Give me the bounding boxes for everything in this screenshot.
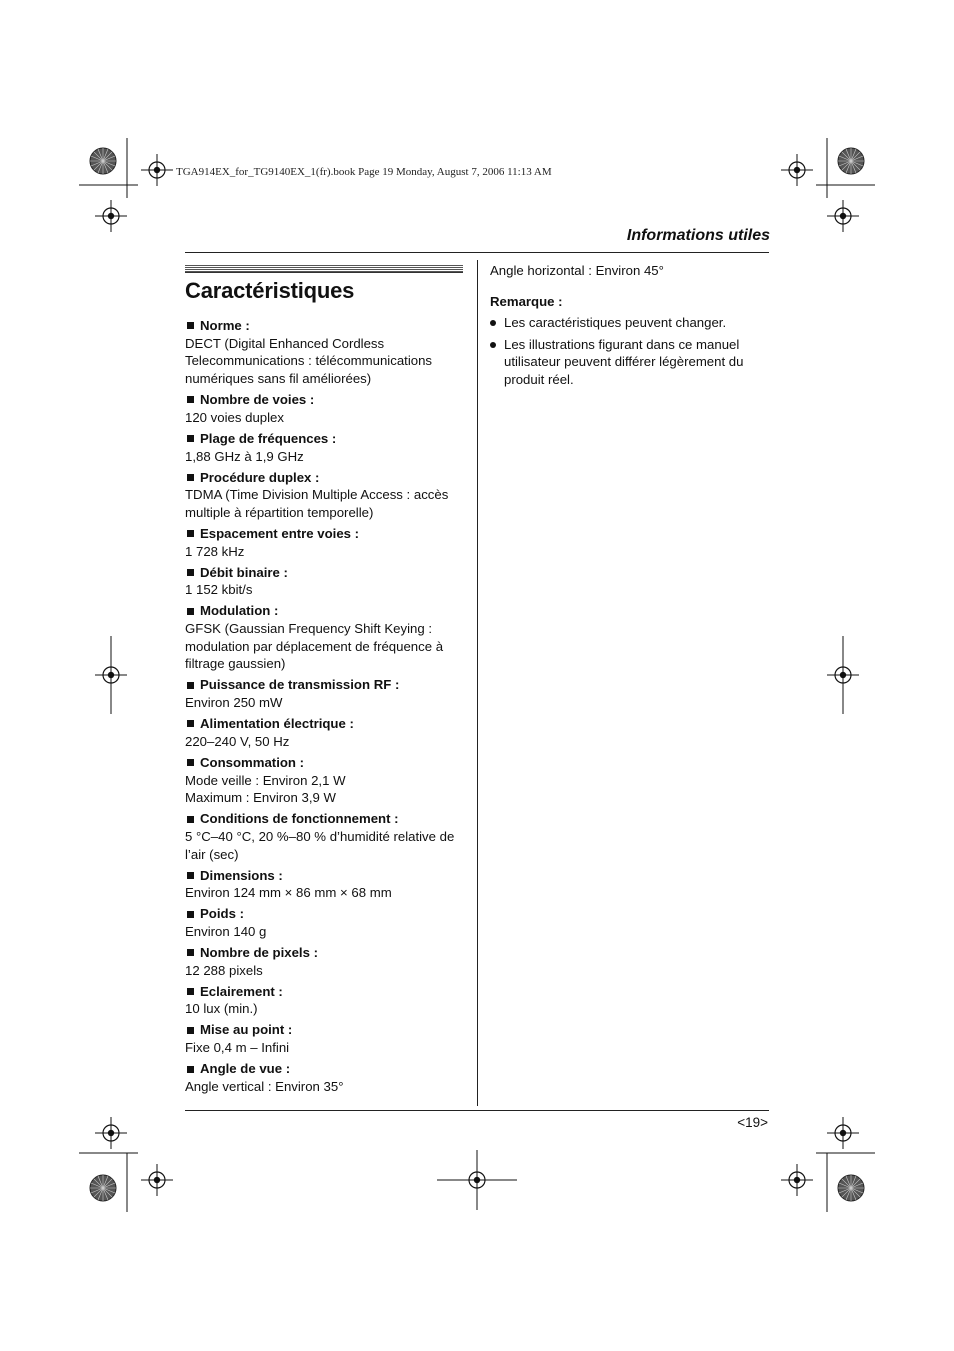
square-bullet-icon	[187, 872, 194, 879]
spec-value: Telecommunications : télécommunications	[185, 353, 433, 369]
print-info: TGA914EX_for_TG9140EX_1(fr).book Page 19 Monday, August 7, 2006 11:13 AM	[176, 166, 552, 178]
spec-value: Environ 140 g	[185, 924, 267, 940]
note-line: produit réel.	[504, 372, 574, 388]
spec-label: Modulation :	[200, 603, 279, 619]
spec-label-row	[185, 810, 465, 828]
spec-item	[185, 754, 465, 807]
spec-value: 5 °C–40 °C, 20 %–80 % d’humidité relative de	[185, 828, 455, 844]
spec-item	[185, 525, 465, 560]
spec-label-row	[185, 867, 465, 885]
spec-value: 120 voies duplex	[185, 409, 284, 425]
spec-item	[185, 1021, 465, 1056]
spec-label-row	[185, 676, 465, 694]
note-line: Les caractéristiques peuvent changer.	[504, 315, 727, 331]
spec-label-row	[185, 317, 465, 335]
spec-label: Dimensions :	[200, 867, 283, 883]
spec-item	[185, 905, 465, 940]
spec-item	[185, 430, 465, 465]
spec-label-row	[185, 754, 465, 772]
spec-label: Mise au point :	[200, 1022, 293, 1038]
page-number: <19>	[737, 1115, 768, 1130]
spec-label-row	[185, 469, 465, 487]
note-line: Les illustrations figurant dans ce manuel	[504, 336, 740, 352]
spec-label-row	[185, 525, 465, 543]
spec-value: numériques sans fil améliorées)	[185, 371, 372, 387]
bullet-dot-icon	[490, 336, 504, 389]
title-decoration-bar	[185, 265, 463, 273]
section-header: Informations utiles	[626, 227, 770, 244]
spec-label: Eclairement :	[200, 983, 283, 999]
specs-list	[185, 317, 465, 1099]
spec-value: 10 lux (min.)	[185, 1001, 258, 1017]
square-bullet-icon	[187, 911, 194, 918]
square-bullet-icon	[187, 530, 194, 537]
square-bullet-icon	[187, 569, 194, 576]
note-title: Remarque :	[490, 293, 563, 309]
spec-item	[185, 469, 465, 522]
spec-label-row	[185, 1060, 465, 1078]
spec-item	[185, 317, 465, 388]
spec-value: 12 288 pixels	[185, 962, 263, 978]
square-bullet-icon	[187, 396, 194, 403]
spec-value: Environ 250 mW	[185, 695, 283, 711]
spec-item	[185, 391, 465, 426]
spec-value: 1 728 kHz	[185, 543, 245, 559]
spec-label: Puissance de transmission RF :	[200, 677, 400, 693]
spec-label: Nombre de voies :	[200, 392, 315, 408]
spec-item	[185, 944, 465, 979]
spec-label-row	[185, 564, 465, 582]
spec-label: Poids :	[200, 906, 244, 922]
bullet-dot-icon	[490, 314, 504, 332]
spec-label: Débit binaire :	[200, 564, 288, 580]
spec-value: l’air (sec)	[185, 846, 239, 862]
spec-value: GFSK (Gaussian Frequency Shift Keying :	[185, 621, 433, 637]
page-title: Caractéristiques	[185, 278, 355, 303]
spec-item	[185, 1060, 465, 1095]
spec-item	[185, 810, 465, 863]
spec-label-row	[185, 391, 465, 409]
column-divider	[477, 260, 478, 1106]
spec-value: Maximum : Environ 3,9 W	[185, 790, 336, 806]
spec-item	[185, 715, 465, 750]
spec-label: Alimentation électrique :	[200, 716, 354, 732]
note-line: utilisateur peuvent différer légèrement du	[504, 354, 744, 370]
spec-item	[185, 564, 465, 599]
footer-rule	[185, 1110, 769, 1111]
spec-value: Mode veille : Environ 2,1 W	[185, 772, 346, 788]
square-bullet-icon	[187, 1066, 194, 1073]
spec-value: multiple à répartition temporelle)	[185, 504, 374, 520]
spec-item	[185, 867, 465, 902]
square-bullet-icon	[187, 682, 194, 689]
spec-value: modulation par déplacement de fréquence à	[185, 638, 444, 654]
right-column	[490, 262, 760, 392]
spec-item	[185, 676, 465, 711]
spec-label-row	[185, 430, 465, 448]
square-bullet-icon	[187, 816, 194, 823]
note-item	[490, 314, 760, 332]
spec-value: 1,88 GHz à 1,9 GHz	[185, 448, 304, 464]
header-rule	[185, 252, 769, 253]
square-bullet-icon	[187, 720, 194, 727]
spec-label-row	[185, 944, 465, 962]
spec-value: Environ 124 mm × 86 mm × 68 mm	[185, 885, 392, 901]
spec-value: filtrage gaussien)	[185, 656, 286, 672]
spec-label-row	[185, 602, 465, 620]
spec-label-row	[185, 905, 465, 923]
spec-label: Norme :	[200, 318, 250, 333]
square-bullet-icon	[187, 988, 194, 995]
spec-label: Nombre de pixels :	[200, 945, 318, 961]
spec-value: 220–240 V, 50 Hz	[185, 733, 290, 749]
spec-value: DECT (Digital Enhanced Cordless	[185, 335, 385, 351]
spec-label-row	[185, 983, 465, 1001]
spec-continuation: Angle horizontal : Environ 45°	[490, 263, 664, 278]
spec-label: Conditions de fonctionnement :	[200, 811, 399, 827]
spec-label: Consommation :	[200, 754, 305, 770]
square-bullet-icon	[187, 949, 194, 956]
note-text	[504, 314, 726, 332]
square-bullet-icon	[187, 322, 194, 329]
note-text	[504, 336, 743, 389]
spec-label: Plage de fréquences :	[200, 430, 337, 446]
spec-value: Angle vertical : Environ 35°	[185, 1078, 344, 1094]
spec-label: Procédure duplex :	[200, 469, 320, 485]
spec-value: Fixe 0,4 m – Infini	[185, 1040, 290, 1056]
note-item	[490, 336, 760, 389]
spec-value: TDMA (Time Division Multiple Access : accès	[185, 487, 449, 503]
square-bullet-icon	[187, 759, 194, 766]
square-bullet-icon	[187, 474, 194, 481]
spec-label-row	[185, 1021, 465, 1039]
spec-item	[185, 602, 465, 673]
square-bullet-icon	[187, 608, 194, 615]
square-bullet-icon	[187, 1027, 194, 1034]
notes-list	[490, 314, 760, 388]
square-bullet-icon	[187, 435, 194, 442]
spec-item	[185, 983, 465, 1018]
spec-label: Angle de vue :	[200, 1061, 291, 1077]
spec-label: Espacement entre voies :	[200, 525, 360, 541]
spec-label-row	[185, 715, 465, 733]
spec-value: 1 152 kbit/s	[185, 582, 253, 598]
